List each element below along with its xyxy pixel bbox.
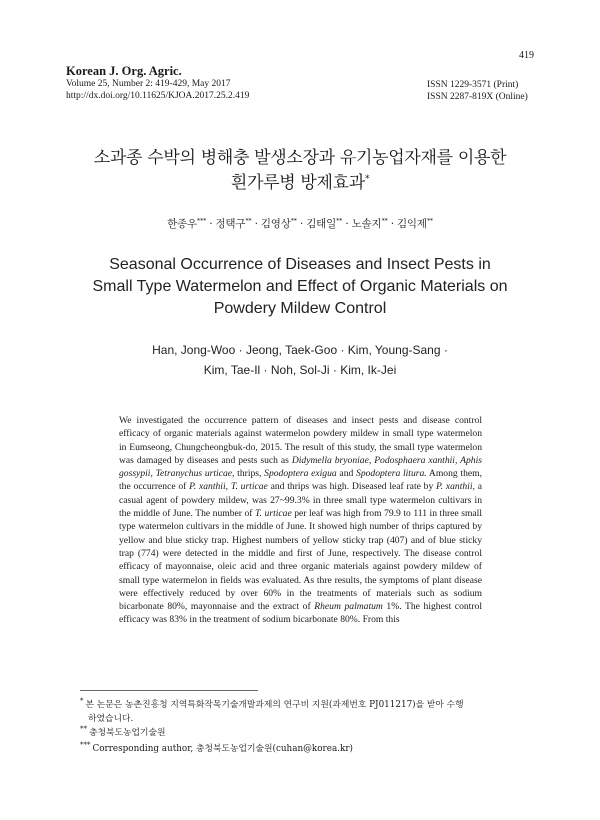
korean-author: 김태일** <box>306 216 343 230</box>
korean-title-line1: 소과종 수박의 병해충 발생소장과 유기농업자재를 이용한 <box>93 148 507 168</box>
footnote-mark: *** <box>80 741 91 750</box>
footnote-mark: ** <box>80 725 87 734</box>
journal-title: Korean J. Org. Agric. <box>66 64 182 78</box>
footnote-funding: * 본 논문은 농촌진흥청 지역특화작목기술개발과제의 연구비 지원(과제번호 PJ011217)을 받아 수행 하였습니다. <box>80 697 464 724</box>
korean-author: 김익제** <box>396 216 433 230</box>
volume-line: Volume 25, Number 2: 419-429, May 2017 <box>66 79 231 89</box>
english-title <box>60 254 540 320</box>
english-authors <box>60 340 540 380</box>
author-separator: · <box>387 218 397 230</box>
footnote-corresponding-author: *** Corresponding author, 충청북도농업기술원(cuhan@korea.kr) <box>80 741 353 754</box>
korean-title-line2-text: 흰가루병 방제효과 <box>230 173 365 193</box>
korean-author: 한종우*** <box>167 216 207 230</box>
korean-author: 노솔지** <box>351 216 388 230</box>
issn-online: ISSN 2287-819X (Online) <box>427 91 528 102</box>
korean-title <box>40 146 560 196</box>
issn-block <box>427 80 547 103</box>
issn-print: ISSN 1229-3571 (Print) <box>427 80 519 90</box>
author-separator: · <box>251 218 261 230</box>
doi-link[interactable]: http://dx.doi.org/10.11625/KJOA.2017.25.2.419 <box>66 90 250 101</box>
korean-authors <box>40 216 560 231</box>
author-separator: · <box>342 218 352 230</box>
page-number: 419 <box>519 50 534 61</box>
korean-author: 정택구** <box>215 216 252 230</box>
english-title-line2: Small Type Watermelon and Effect of Organic Materials on <box>92 278 508 295</box>
footnote-affiliation: ** 충청북도농업기술원 <box>80 725 166 738</box>
title-footnote-mark: * <box>364 174 370 185</box>
author-separator: · <box>206 218 216 230</box>
journal-header <box>66 64 346 102</box>
english-title-line3: Powdery Mildew Control <box>213 300 387 317</box>
english-authors-line1: Han, Jong-Woo · Jeong, Taek-Goo · Kim, Young-Sang · <box>152 343 448 357</box>
korean-author: 김영상** <box>260 216 297 230</box>
abstract: We investigated the occurrence pattern of diseases and insect pests and disease control efficacy of organic materials against watermelon powdery mildew in small type watermelon in Eumseong, Chungcheongbuk-do, 2015. The result of this study, the small type watermelon was damaged by diseases and pests such as Didymella bryoniae, Podosphaera xanthii, Aphis gossypii, Tetranychus urticae, thrips, Spodoptera exigua and Spodoptera litura. Among them, the occurrence of P. xanthii, T. urticae and thrips was high. Diseased leaf rate by P. xanthii, a casual agent of powdery mildew, was 27~99.3% in three small type watermelon cultivars in the middle of June. The number of T. urticae per leaf was high from 79.9 to 111 in three small type watermelon cultivars in the middle of June. It showed high number of thrips captured by yellow and blue sticky trap. Highest numbers of yellow sticky trap (407) and of blue sticky trap (774) were detected in the middle and first of June, respectively. The disease control efficacy of mayonnaise, oleic acid and three organic materials against powdery mildew of small type watermelon in fields was evaluated. As thre results, the symptoms of plant disease were effectively reduced by over 60% in the treatments of materials such as sodium bicarbonate 80%, mayonnaise and the extract of Rheum palmatum 1%. The highest control efficacy was 83% in the treatment of sodium bicarbonate 80%. From this <box>119 415 482 626</box>
author-separator: · <box>296 218 307 230</box>
footnote-divider <box>80 690 258 691</box>
korean-title-line2 <box>40 171 560 196</box>
footnote-mark: * <box>80 697 84 706</box>
english-authors-line2: Kim, Tae-Il · Noh, Sol-Ji · Kim, Ik-Jei <box>203 363 397 377</box>
english-title-line1: Seasonal Occurrence of Diseases and Insect Pests in <box>109 256 491 273</box>
